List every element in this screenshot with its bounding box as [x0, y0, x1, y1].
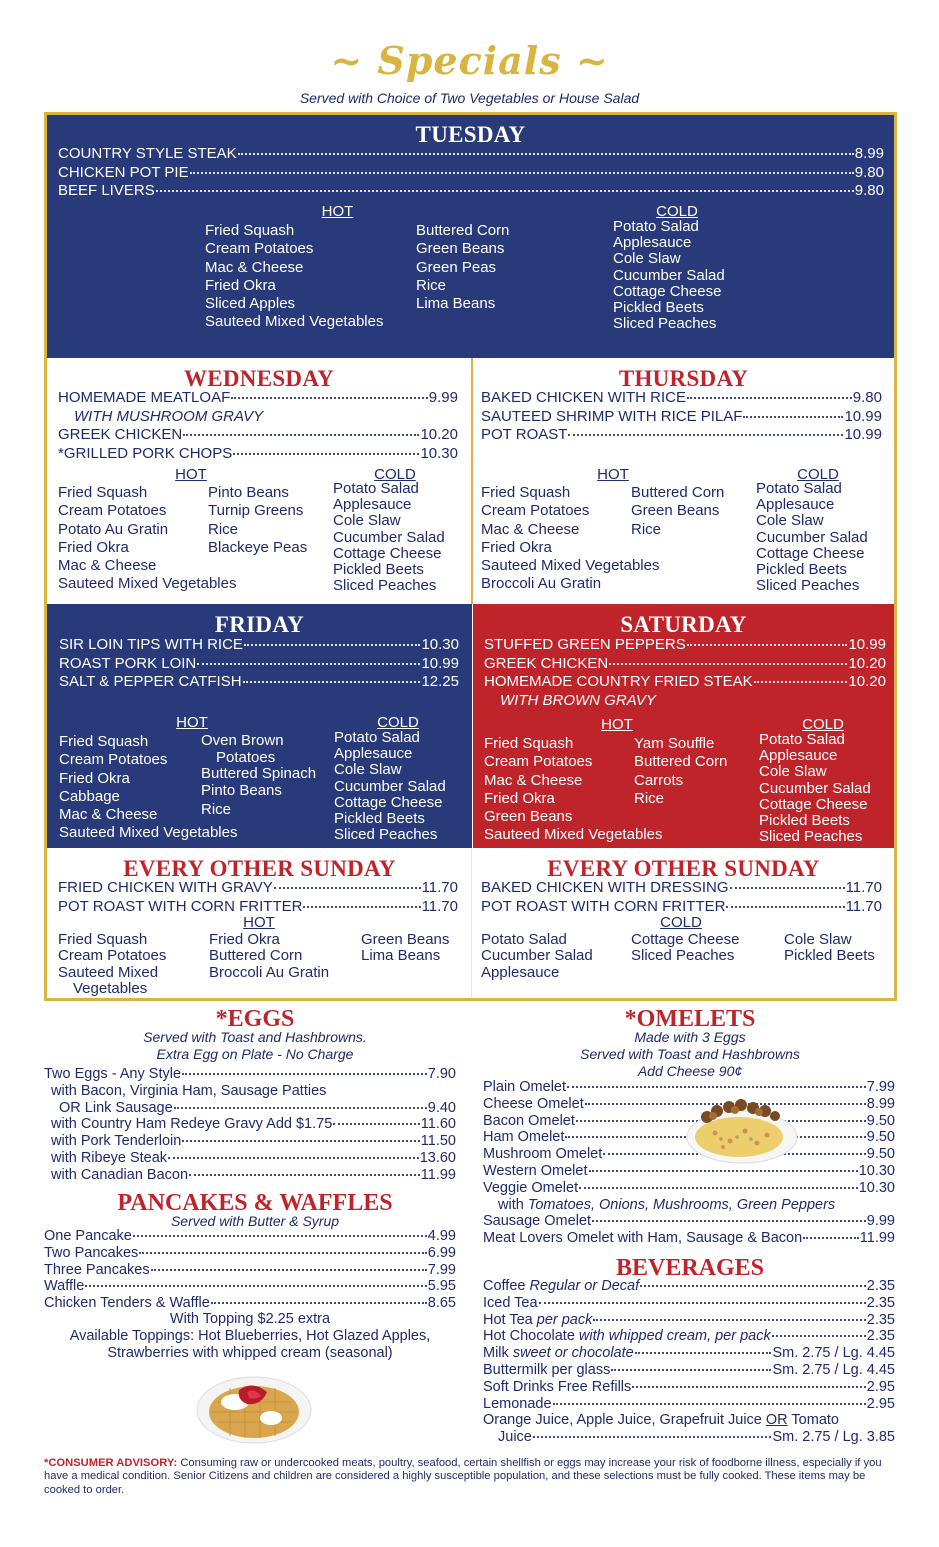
menu-item: with Bacon, Virginia Ham, Sausage Patties — [51, 1082, 327, 1099]
menu-item: Bacon Omelet 9.50 — [483, 1112, 895, 1129]
menu-item: with Canadian Bacon 11.99 — [51, 1166, 456, 1183]
menu-item: POT ROAST 10.99 — [481, 426, 882, 443]
hot-sides-col1: Fried Squash Cream Potatoes Mac & Cheese Fried Okra Sliced Apples Sauteed Mixed Vegetables — [205, 222, 384, 331]
menu-item: with Country Ham Redeye Gravy Add $1.75 11.60 — [51, 1116, 456, 1133]
hot-sides-col2: Buttered Corn Green Beans Green Peas Rice Lima Beans — [416, 222, 510, 313]
pancakes-title: PANCAKES & WAFFLES — [117, 1190, 393, 1216]
sides-col3: Green Beans Lima Beans — [361, 931, 450, 965]
juice-line: Orange Juice, Apple Juice, Grapefruit Juice OR Tomato — [483, 1412, 839, 1429]
menu-item: GREEK CHICKEN 10.20 — [484, 654, 886, 672]
thursday-title: THURSDAY — [618, 366, 749, 391]
hot-sides-col2: Yam Souffle Buttered Corn Carrots Rice — [634, 735, 728, 807]
menu-item: Ham Omelet 9.50 — [483, 1129, 895, 1146]
cold-sides-col: Potato Salad Applesauce Cole Slaw Cucumber Salad Cottage Cheese Pickled Beets Sliced Peaches — [333, 480, 445, 595]
menu-item: GREEK CHICKEN 10.20 — [58, 426, 458, 443]
menu-item: Mushroom Omelet 9.50 — [483, 1146, 895, 1163]
menu-item: Lemonade 2.95 — [483, 1395, 895, 1412]
consumer-advisory — [44, 1457, 894, 1497]
cold-sides-col: Potato Salad Applesauce Cole Slaw Cucumber Salad Cottage Cheese Pickled Beets Sliced Peaches — [756, 480, 868, 595]
cold-sides-col: Potato Salad Applesauce Cole Slaw Cucumber Salad Cottage Cheese Pickled Beets Sliced Peaches — [613, 218, 725, 333]
menu-item: Hot Chocolate with whipped cream, per pack 2.35 — [483, 1328, 895, 1345]
sides-col1: Fried Squash Cream Potatoes Sauteed Mixed Vegetables — [58, 931, 167, 997]
saturday-sides — [473, 716, 894, 848]
tuesday-sides — [47, 203, 894, 353]
beverages-title: BEVERAGES — [615, 1255, 765, 1281]
menu-item: with Pork Tenderloin 11.50 — [51, 1133, 456, 1150]
divider — [471, 358, 473, 604]
menu-item: CHICKEN POT PIE 9.80 — [58, 163, 884, 181]
cold-header: COLD — [377, 714, 419, 731]
thursday-sides — [473, 466, 894, 604]
menu-item: OR Link Sausage 9.40 — [59, 1099, 456, 1116]
menu-item: POT ROAST WITH CORN FRITTER 11.70 — [481, 897, 882, 915]
menu-item: Chicken Tenders & Waffle 8.65 — [44, 1295, 456, 1312]
cold-header: COLD — [797, 466, 839, 483]
friday-panel — [47, 604, 472, 848]
menu-item: Plain Omelet 7.99 — [483, 1079, 895, 1095]
menu-item: FRIED CHICKEN WITH GRAVY 11.70 — [58, 879, 458, 896]
advisory-label: *CONSUMER ADVISORY: — [44, 1457, 178, 1469]
hot-header: HOT — [597, 466, 629, 483]
hot-sides-col1: Fried Squash Cream Potatoes Mac & Cheese Fried Okra Sauteed Mixed Vegetables Broccoli Au Gratin — [481, 484, 660, 593]
wednesday-title: WEDNESDAY — [183, 366, 335, 391]
eggs-list — [44, 1066, 456, 1184]
cold-header: COLD — [802, 716, 844, 733]
menu-item: SIR LOIN TIPS WITH RICE 10.30 — [59, 636, 459, 653]
beverages-list — [483, 1278, 895, 1446]
menu-item: STUFFED GREEN PEPPERS 10.99 — [484, 636, 886, 653]
sides-col2: Cottage Cheese Sliced Peaches — [631, 931, 740, 965]
tuesday-panel — [47, 115, 894, 358]
wednesday-panel — [47, 358, 471, 604]
hot-header: HOT — [601, 716, 633, 733]
menu-item: HOMEMADE COUNTRY FRIED STEAK 10.20 — [484, 673, 886, 690]
cold-header: COLD — [656, 203, 698, 220]
friday-title: FRIDAY — [214, 612, 305, 637]
sunday-b-sides — [473, 915, 894, 998]
omelets-subtitle: Made with 3 Eggs Served with Toast and Hashbrowns Add Cheese 90¢ — [580, 1029, 800, 1079]
menu-item: Soft Drinks Free Refills 2.95 — [483, 1378, 895, 1395]
thursday-panel — [473, 358, 894, 604]
hot-sides-col1: Fried Squash Cream Potatoes Mac & Cheese Fried Okra Green Beans Sauteed Mixed Vegetables — [484, 735, 663, 844]
omelets-title: *OMELETS — [624, 1006, 756, 1032]
sides-col3: Cole Slaw Pickled Beets — [784, 931, 875, 965]
saturday-title: SATURDAY — [620, 612, 747, 637]
toppings-info: With Topping $2.25 extra Available Toppings: Hot Blueberries, Hot Glazed Apples, Strawberries with whipped cream (seasonal) — [69, 1311, 431, 1361]
menu-item: Juice Sm. 2.75 / Lg. 3.85 — [498, 1429, 895, 1446]
hot-sides-col2: Oven Brown Potatoes Buttered Spinach Pinto Beans Rice — [201, 732, 317, 819]
wednesday-sides — [47, 466, 471, 604]
page-subtitle: Served with Choice of Two Vegetables or House Salad — [299, 90, 640, 106]
menu-item: Three Pancakes 7.99 — [44, 1261, 456, 1278]
menu-item: Western Omelet 10.30 — [483, 1162, 895, 1179]
sunday-a-title: EVERY OTHER SUNDAY — [123, 856, 396, 881]
hot-sides-col1: Fried Squash Cream Potatoes Potato Au Gratin Fried Okra Mac & Cheese Sauteed Mixed Vegetables — [58, 484, 237, 593]
hot-header: HOT — [321, 203, 354, 220]
menu-item: SALT & PEPPER CATFISH 12.25 — [59, 673, 459, 690]
hot-sides-col2: Buttered Corn Green Beans Rice — [631, 484, 725, 538]
omelet-image — [685, 1095, 800, 1165]
eggs-subtitle: Served with Toast and Hashbrowns. Extra Egg on Plate - No Charge — [143, 1029, 367, 1062]
menu-item: ROAST PORK LOIN 10.99 — [59, 654, 459, 672]
sunday-a-panel — [47, 848, 472, 998]
menu-item: with Ribeye Steak 13.60 — [51, 1149, 456, 1166]
hot-sides-col1: Fried Squash Cream Potatoes Fried Okra Cabbage Mac & Cheese Sauteed Mixed Vegetables — [59, 733, 238, 842]
veggie-note: with Tomatoes, Onions, Mushrooms, Green Peppers — [498, 1196, 836, 1213]
menu-item: Veggie Omelet 10.30 — [483, 1179, 895, 1196]
menu-item: Coffee Regular or Decaf 2.35 — [483, 1278, 895, 1294]
menu-item: SAUTEED SHRIMP WITH RICE PILAF 10.99 — [481, 407, 882, 425]
sunday-b-panel — [473, 848, 894, 998]
sides-col2: Fried Okra Buttered Corn Broccoli Au Gratin — [209, 931, 330, 981]
page-title: ~ Specials ~ — [330, 38, 609, 83]
menu-item: *GRILLED PORK CHOPS 10.30 — [58, 444, 458, 462]
sunday-b-title: EVERY OTHER SUNDAY — [547, 856, 820, 881]
friday-sides — [47, 714, 472, 848]
menu-item: Iced Tea 2.35 — [483, 1294, 895, 1311]
menu-item: One Pancake 4.99 — [44, 1228, 456, 1244]
hot-header: HOT — [175, 466, 207, 483]
menu-item: BEEF LIVERS 9.80 — [58, 182, 884, 199]
saturday-panel — [473, 604, 894, 848]
cold-header: COLD — [374, 466, 416, 483]
menu-item: Hot Tea per pack 2.35 — [483, 1311, 895, 1328]
sides-col1: Potato Salad Cucumber Salad Applesauce — [481, 931, 593, 981]
item-note: WITH MUSHROOM GRAVY — [74, 407, 264, 425]
tuesday-title: TUESDAY — [415, 122, 526, 147]
menu-item: COUNTRY STYLE STEAK 8.99 — [58, 145, 884, 162]
advisory-text: Consuming raw or undercooked meats, poultry, seafood, certain shellfish or eggs may increase your risk of foodborne illness, especially if you have a medical condition. Senior Citizens and children are considered a highly susceptible population, and these selections must be fully cooked. These items may be cooked to order. — [44, 1457, 882, 1496]
menu-item: Sausage Omelet 9.99 — [483, 1213, 895, 1230]
menu-item: BAKED CHICKEN WITH RICE 9.80 — [481, 389, 882, 406]
pancakes-list — [44, 1228, 456, 1312]
specials-frame — [44, 112, 897, 1001]
menu-item: Milk sweet or chocolate Sm. 2.75 / Lg. 4.45 — [483, 1345, 895, 1362]
pancakes-subtitle: Served with Butter & Syrup — [170, 1213, 340, 1229]
menu-item: Cheese Omelet 8.99 — [483, 1095, 895, 1112]
menu-item: HOMEMADE MEATLOAF 9.99 — [58, 389, 458, 406]
cold-sides-col: Potato Salad Applesauce Cole Slaw Cucumber Salad Cottage Cheese Pickled Beets Sliced Peaches — [334, 729, 446, 844]
menu-item: Two Eggs - Any Style 7.90 — [44, 1066, 456, 1082]
menu-item: Two Pancakes 6.99 — [44, 1244, 456, 1261]
menu-item: BAKED CHICKEN WITH DRESSING 11.70 — [481, 879, 882, 896]
menu-item: Buttermilk per glass Sm. 2.75 / Lg. 4.45 — [483, 1361, 895, 1378]
hot-header: HOT — [243, 914, 275, 931]
divider — [471, 848, 472, 998]
menu-item: Waffle 5.95 — [44, 1278, 456, 1295]
item-note: WITH BROWN GRAVY — [500, 691, 656, 709]
menu-item: Meat Lovers Omelet with Ham, Sausage & Bacon 11.99 — [483, 1230, 895, 1247]
eggs-title: *EGGS — [215, 1006, 295, 1032]
cold-header: COLD — [660, 914, 702, 931]
hot-sides-col2: Pinto Beans Turnip Greens Rice Blackeye Peas — [208, 484, 308, 556]
sunday-a-sides — [47, 915, 472, 998]
menu-item: POT ROAST WITH CORN FRITTER 11.70 — [58, 897, 458, 915]
waffle-image — [195, 1372, 313, 1444]
hot-header: HOT — [176, 714, 208, 731]
cold-sides-col: Potato Salad Applesauce Cole Slaw Cucumber Salad Cottage Cheese Pickled Beets Sliced Peaches — [759, 731, 871, 846]
